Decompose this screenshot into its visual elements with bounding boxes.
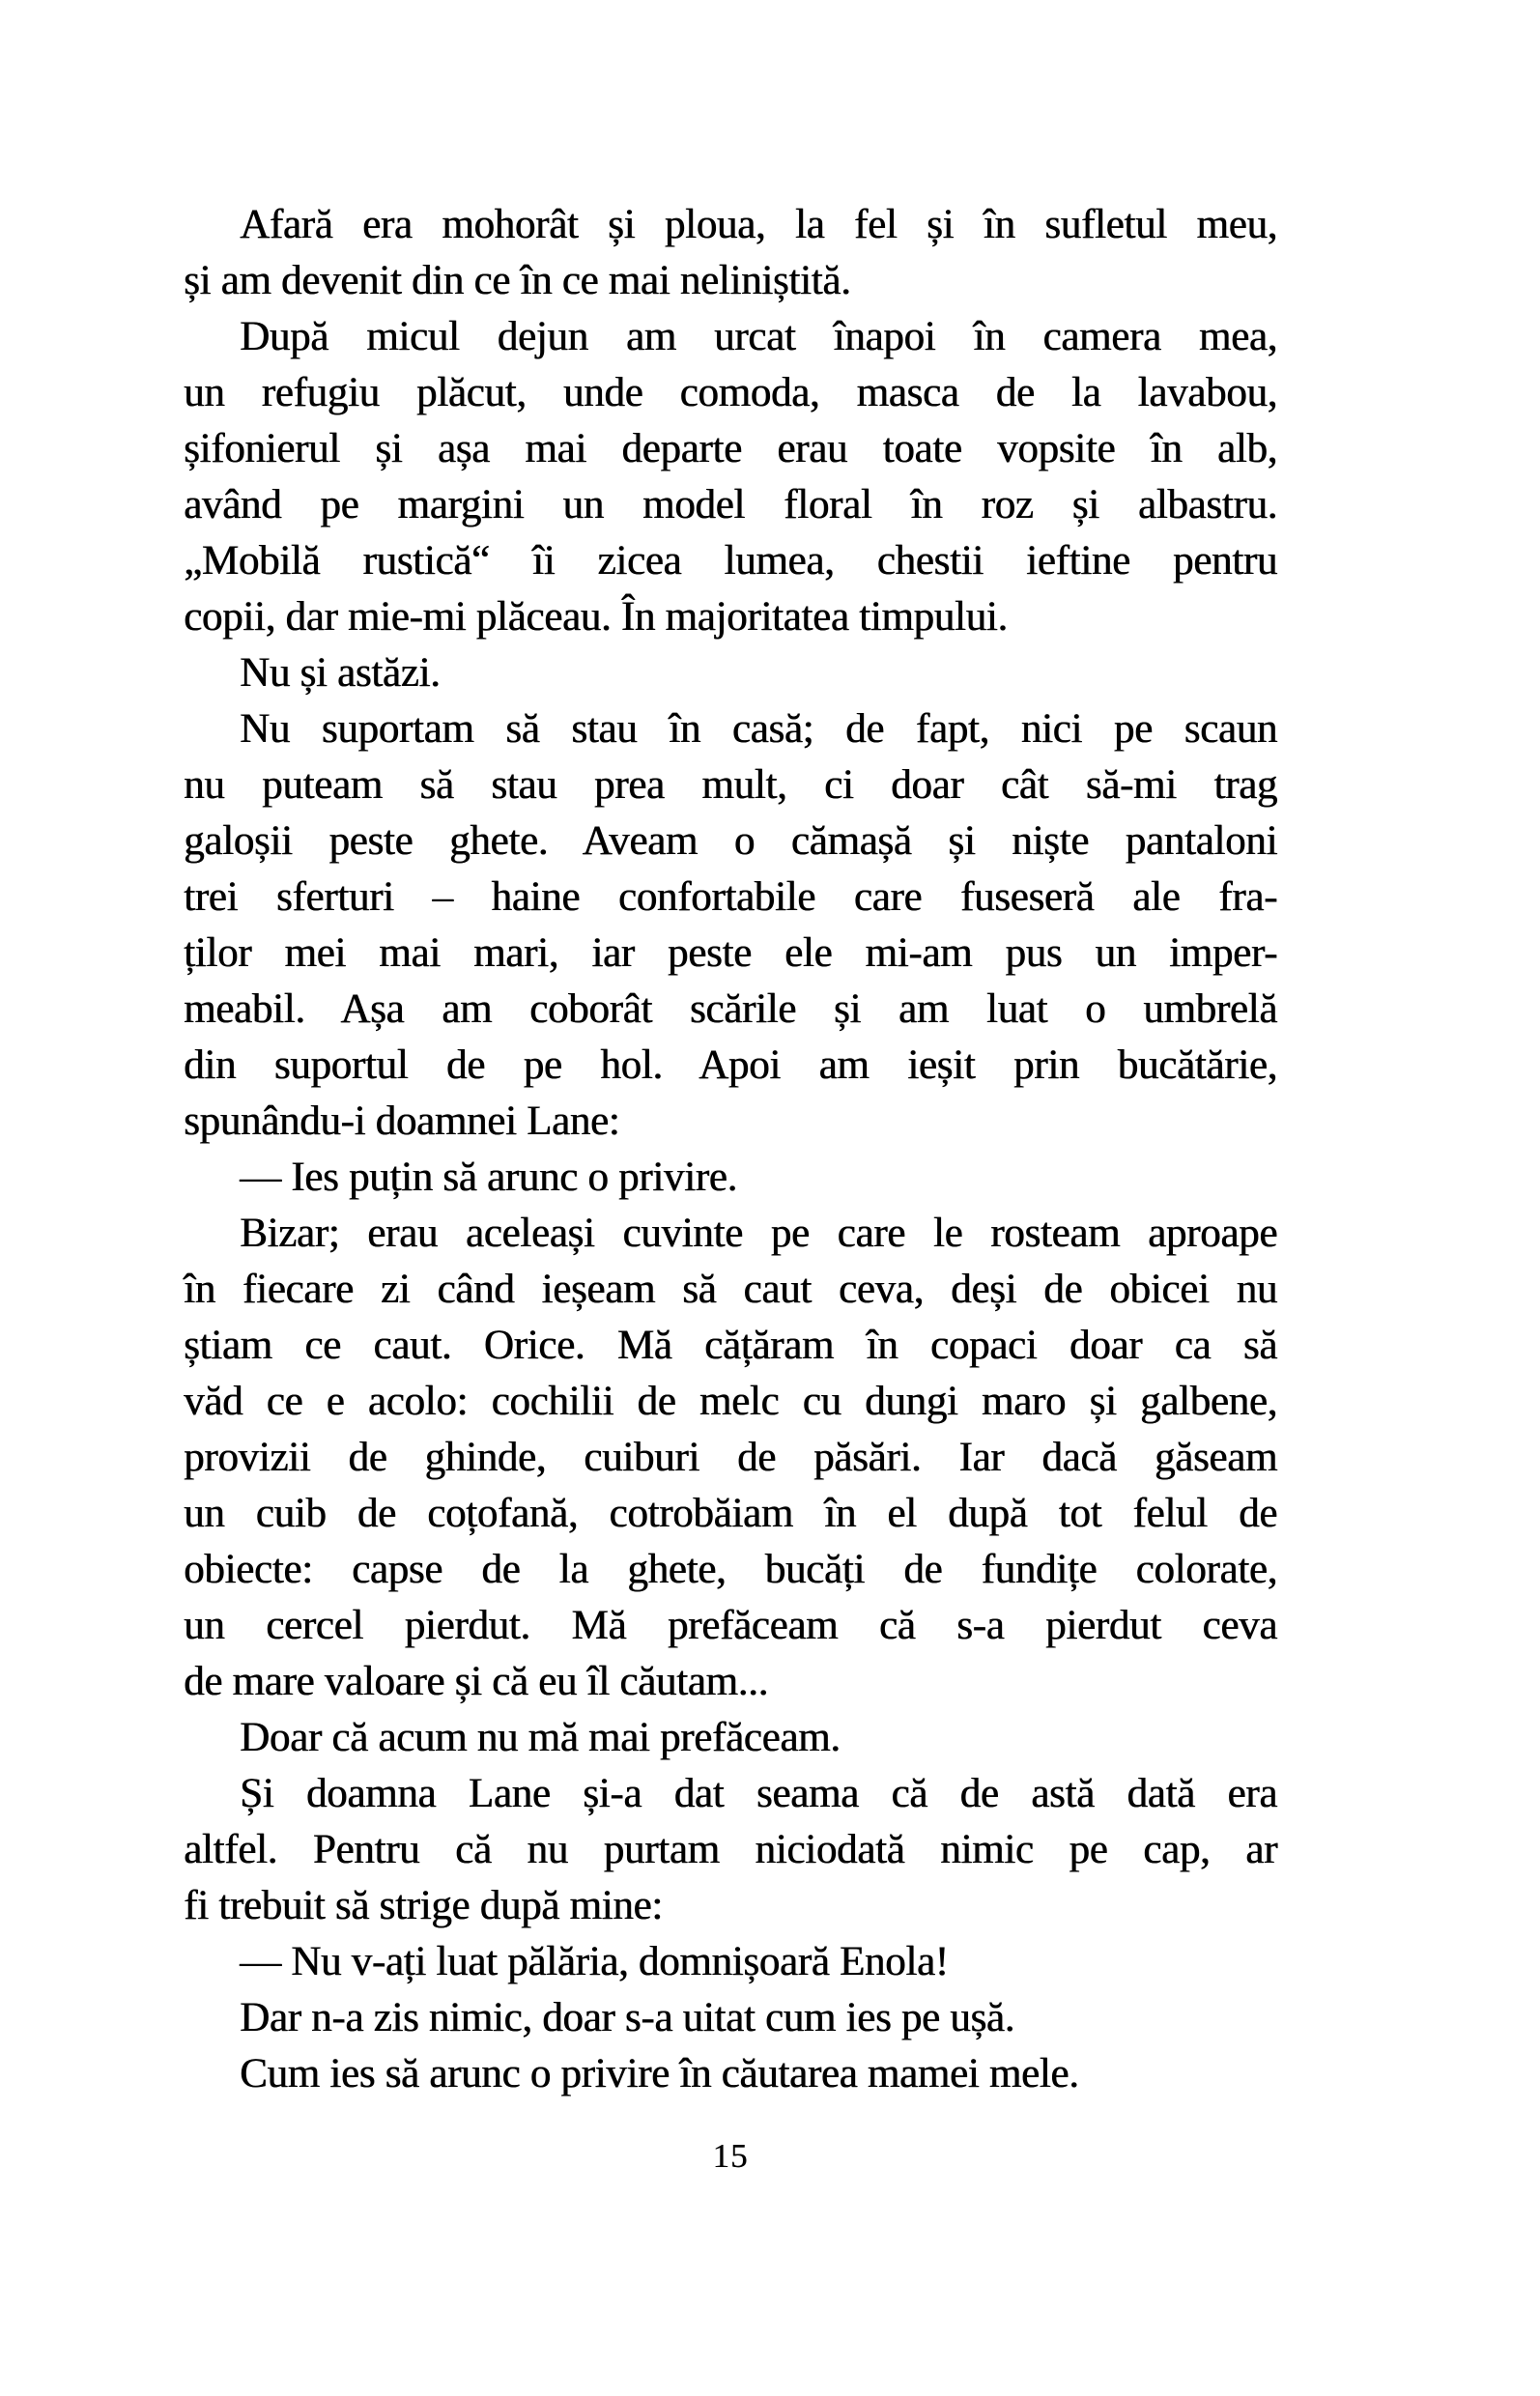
text-line: știam ce caut. Orice. Mă cățăram în copaci doar ca să	[184, 1323, 1277, 1368]
text-line: Afară era mohorât și ploua, la fel și în sufletul meu,	[240, 202, 1277, 247]
text-line: un cuib de coțofană, cotrobăiam în el după tot felul de	[184, 1491, 1277, 1536]
text-line: din suportul de pe hol. Apoi am ieșit prin bucătărie,	[184, 1042, 1277, 1088]
text-line: trei sferturi – haine confortabile care fuseseră ale fra-	[184, 874, 1277, 920]
text-line: și am devenit din ce în ce mai neliniștită.	[184, 258, 851, 303]
text-line: — Nu v-ați luat pălăria, domnișoară Enola!	[240, 1939, 949, 1984]
text-line: fi trebuit să strige după mine:	[184, 1883, 663, 1928]
text-line: un cercel pierdut. Mă prefăceam că s-a pierdut ceva	[184, 1603, 1277, 1648]
paragraph	[184, 197, 1277, 309]
text-line: galoșii peste ghete. Aveam o cămașă și niște pantaloni	[184, 818, 1277, 864]
text-line: având pe margini un model floral în roz și albastru.	[184, 482, 1277, 528]
text-line: — Ies puțin să arunc o privire.	[240, 1155, 737, 1200]
text-line: meabil. Așa am coborât scările și am luat o umbrelă	[184, 986, 1277, 1032]
text-line: un refugiu plăcut, unde comoda, masca de la lavabou,	[184, 370, 1277, 415]
text-line: în fiecare zi când ieșeam să caut ceva, deși de obicei nu	[184, 1267, 1277, 1312]
paragraph	[184, 701, 1277, 1150]
paragraph	[184, 645, 1277, 701]
text-line: „Mobilă rustică“ îi zicea lumea, chestii ieftine pentru	[184, 538, 1277, 584]
text-line: Doar că acum nu mă mai prefăceam.	[240, 1715, 841, 1760]
paragraph	[184, 1206, 1277, 1710]
paragraph	[184, 1766, 1277, 1934]
text-line: Bizar; erau aceleași cuvinte pe care le rosteam aproape	[240, 1211, 1277, 1256]
paragraph	[184, 309, 1277, 645]
paragraph	[184, 2046, 1277, 2102]
text-line: Și doamna Lane și-a dat seama că de astă dată era	[240, 1771, 1277, 1816]
text-line: nu puteam să stau prea mult, ci doar cât să-mi trag	[184, 762, 1277, 808]
text-line: obiecte: capse de la ghete, bucăți de fundițe colorate,	[184, 1547, 1277, 1592]
text-line: ților mei mai mari, iar peste ele mi-am pus un imper-	[184, 930, 1277, 976]
text-line: văd ce e acolo: cochilii de melc cu dungi maro și galbene,	[184, 1379, 1277, 1424]
text-line: șifonierul și așa mai departe erau toate vopsite în alb,	[184, 426, 1277, 471]
text-line: de mare valoare și că eu îl căutam...	[184, 1659, 768, 1704]
text-line: Cum ies să arunc o privire în căutarea mamei mele.	[240, 2051, 1079, 2096]
text-line: spunându-i doamnei Lane:	[184, 1098, 620, 1144]
text-line: După micul dejun am urcat înapoi în camera mea,	[240, 314, 1277, 359]
text-line: Nu și astăzi.	[240, 650, 441, 696]
page-number: 15	[712, 2137, 749, 2175]
text-block	[184, 197, 1277, 2102]
paragraph	[184, 1150, 1277, 1206]
text-line: altfel. Pentru că nu purtam niciodată nimic pe cap, ar	[184, 1827, 1277, 1872]
text-line: provizii de ghinde, cuiburi de păsări. Iar dacă găseam	[184, 1435, 1277, 1480]
paragraph	[184, 1990, 1277, 2046]
text-line: Nu suportam să stau în casă; de fapt, nici pe scaun	[240, 706, 1277, 752]
paragraph	[184, 1934, 1277, 1990]
paragraph	[184, 1710, 1277, 1766]
text-line: copii, dar mie-mi plăceau. În majoritatea timpului.	[184, 594, 1008, 640]
text-line: Dar n-a zis nimic, doar s-a uitat cum ies pe ușă.	[240, 1995, 1015, 2040]
